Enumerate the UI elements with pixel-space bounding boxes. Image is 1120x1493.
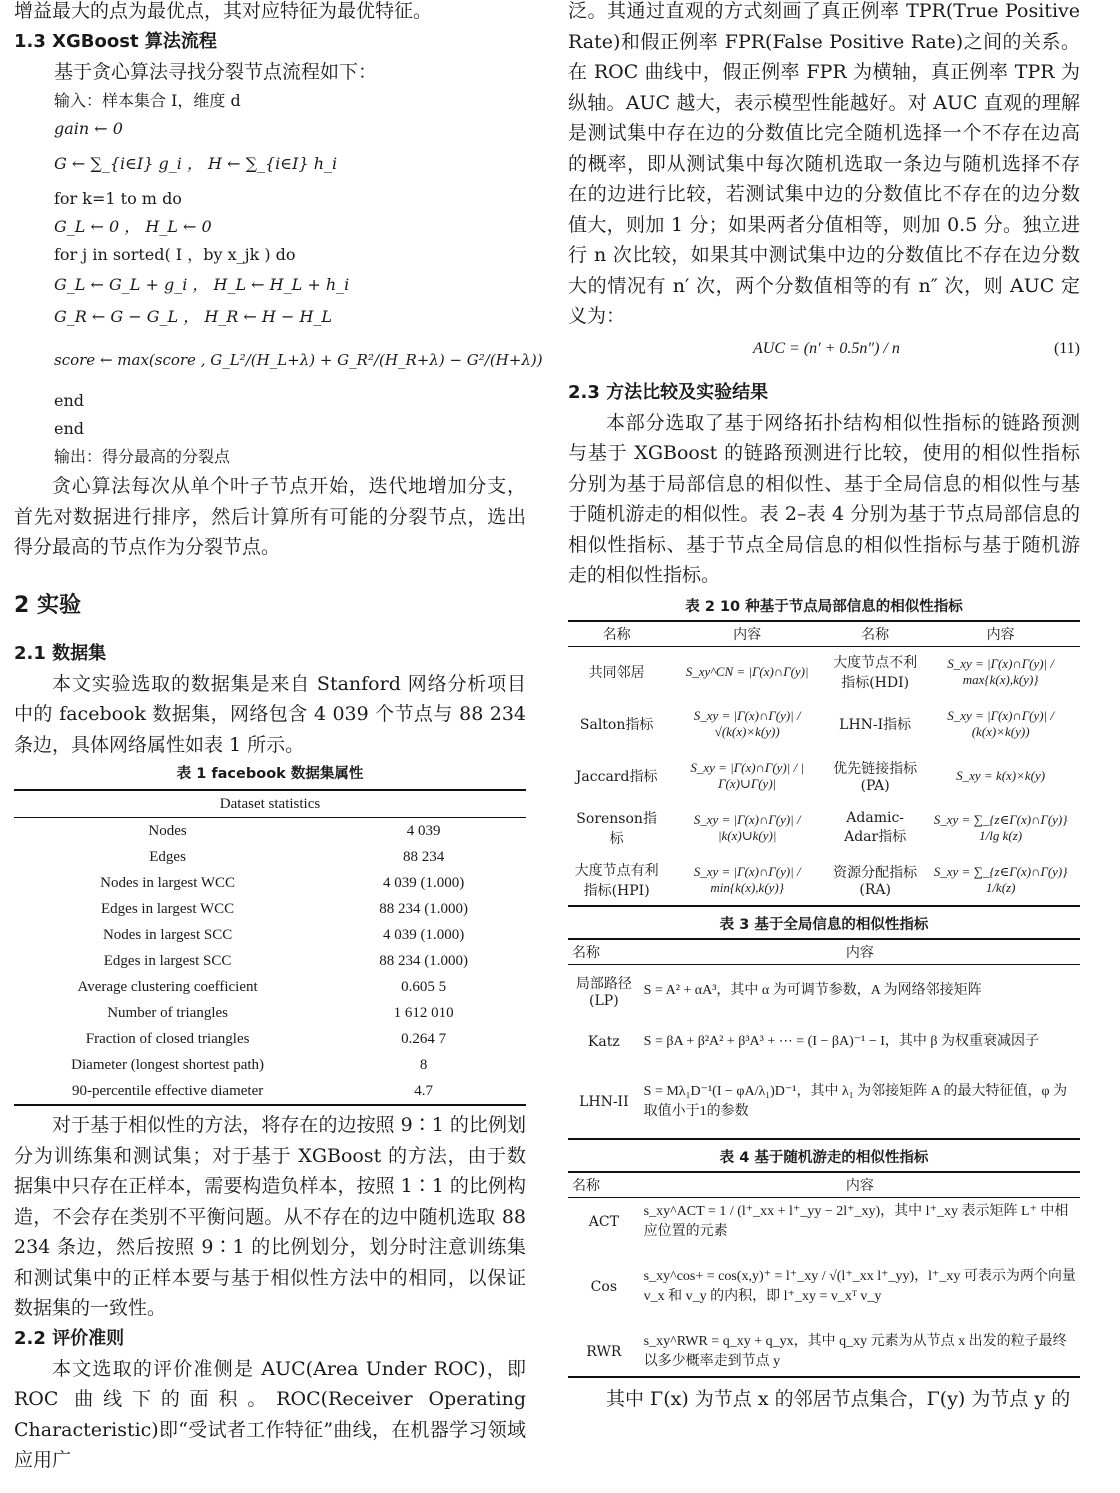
- table2-row: [568, 854, 1080, 906]
- algorithm-block: [54, 87, 543, 471]
- auc-equation: AUC = (n′ + 0.5n″) / n: [753, 339, 900, 357]
- table2-row: [568, 646, 1080, 698]
- table1-row: [14, 948, 526, 974]
- table2-cell-formula: S_xy^CN = |Γ(x)∩Γ(y)|: [685, 664, 809, 680]
- table2-cell-formula: S_xy = |Γ(x)∩Γ(y)| / |k(x)∪k(y)|: [693, 812, 801, 843]
- table1-row: [14, 896, 526, 922]
- table2-row: [568, 698, 1080, 750]
- table2-cell-name: 资源分配指标(RA): [833, 864, 918, 898]
- table1-header: Dataset statistics: [14, 790, 526, 818]
- algo-line: end: [54, 419, 85, 438]
- table2-caption: 表 2 10 种基于节点局部信息的相似性指标: [685, 598, 963, 615]
- table2-row: [568, 750, 1080, 802]
- table1-row: [14, 870, 526, 896]
- table2-cell-formula: S_xy = |Γ(x)∩Γ(y)| / (k(x)×k(y)): [947, 708, 1055, 739]
- table2-cell-name: 优先链接指标(PA): [833, 761, 918, 794]
- table1-cell-attribute: Edges: [149, 848, 186, 865]
- table4-row: [568, 1197, 1080, 1247]
- criteria-paragraph: 本文选取的评价准侧是 AUC(Area Under ROC)，即 ROC 曲线下的面积。ROC(Receiver Operating Characteristic)即“受试者工作特征”曲线，在机器学习领域应用广: [14, 1357, 526, 1471]
- section-1-3-title: 1.3 XGBoost 算法流程: [14, 30, 217, 52]
- right-column: [568, 0, 1080, 1415]
- table2-cell-name: 大度节点有利指标(HPI): [574, 862, 659, 899]
- table1-cell-value: 88 234 (1.000): [379, 900, 468, 917]
- table2-cell-formula: S_xy = |Γ(x)∩Γ(y)| / min{k(x),k(y)}: [693, 863, 801, 895]
- table1-row: [14, 974, 526, 1000]
- algo-line: G ← ∑_{i∈I} g_i ， H ← ∑_{i∈I} h_i: [54, 154, 338, 173]
- table4-caption: 表 4 基于随机游走的相似性指标: [719, 1149, 929, 1166]
- table3-row: [568, 1067, 1080, 1139]
- table4-cell-content: s_xy^ACT = 1 / (l⁺_xx + l⁺_yy − 2l⁺_xy)，其中 l⁺_xy 表示矩阵 L⁺ 中相应位置的元素: [643, 1204, 1069, 1240]
- table3-cell-name: 局部路径(LP): [575, 975, 632, 1009]
- table4-cell-name: RWR: [586, 1343, 622, 1360]
- table1-cell-attribute: Nodes: [148, 822, 187, 839]
- table3-cell-name: LHN-II: [579, 1094, 629, 1110]
- algo-line: 输出：得分最高的分裂点: [54, 447, 231, 466]
- table1-cell-attribute: 90-percentile effective diameter: [71, 1082, 264, 1099]
- table2-header-content: 内容: [665, 621, 829, 647]
- table2-cell-formula: S_xy = |Γ(x)∩Γ(y)| / √(k(x)×k(y)): [693, 708, 801, 739]
- section-2-1-title: 2.1 数据集: [14, 642, 107, 664]
- table1-row: [14, 1078, 526, 1105]
- table3-row: [568, 1017, 1080, 1067]
- section-2-title: 2 实验: [14, 592, 81, 618]
- table4-cell-content: s_xy^cos+ = cos(x,y)⁺ = l⁺_xy / √(l⁺_xx l⁺_yy)，l⁺_xy 可表示为两个向量 v_x 和 v_y 的内积，即 l⁺_xy = v_xᵀ v_y: [643, 1269, 1076, 1304]
- table1-row: [14, 1052, 526, 1078]
- table3-caption: 表 3 基于全局信息的相似性指标: [719, 917, 929, 933]
- table1-cell-value: 4 039: [406, 822, 441, 839]
- table4-header-content: 内容: [640, 1172, 1080, 1198]
- table1-cell-attribute: Edges in largest SCC: [103, 952, 232, 969]
- table3-header-name: 名称: [568, 939, 640, 965]
- left-column: [14, 0, 543, 1476]
- table3: [568, 938, 1080, 1140]
- auc-paragraph: 泛。其通过直观的方式刻画了真正例率 TPR(True Positive Rate)和假正例率 FPR(False Positive Rate)之间的关系。在 ROC 曲线中，假正例率 FPR 为横轴，真正例率 TPR 为纵轴。AUC 越大，表示模型性能越好。对 AUC 直观的理解是测试集中存在边的分数值比完全随机选择一个不存在边高的概率，即从测试集中每次随机选取一条边与随机选择不存在的边进行比较，若测试集中边的分数值比不存在的边分数值大，则加 1 分；如果两者分值相等，则加 0.5 分。独立进行 n 次比较，如果其中测试集中边的分数值比不存在边分数大的情况有 n′ 次，两个分数值相等的有 n″ 次，则 AUC 定义为：: [568, 0, 1080, 327]
- table1-row: [14, 818, 526, 845]
- table3-row: [568, 965, 1080, 1017]
- table1-cell-value: 4 039 (1.000): [382, 926, 465, 943]
- algo-line: score ← max(score , G_L²/(H_L+λ) + G_R²/(H_R+λ) − G²/(H+λ)): [54, 351, 543, 369]
- table1-cell-attribute: Edges in largest WCC: [101, 900, 235, 917]
- table2-cell-formula: S_xy = k(x)×k(y): [956, 768, 1046, 783]
- table3-cell-content: S = A² + αA³，其中 α 为可调节参数，A 为网络邻接矩阵: [643, 982, 982, 998]
- table2-header-name2: 名称: [829, 621, 921, 647]
- table3-cell-content: S = Mλ₁D⁻¹(I − φA/λ₁)D⁻¹，其中 λ₁ 为邻接矩阵 A 的最大特征值，φ 为取值小于1的参数: [643, 1084, 1068, 1119]
- algo-line: for k=1 to m do: [54, 189, 182, 208]
- table1-row: [14, 1000, 526, 1026]
- table1-cell-attribute: Nodes in largest SCC: [102, 926, 233, 943]
- table4-header-name: 名称: [568, 1172, 640, 1198]
- section-2-2-title: 2.2 评价准则: [14, 1327, 125, 1349]
- algo-line: G_L ← 0 ， H_L ← 0: [54, 217, 212, 236]
- table2-cell-name: LHN-I指标: [839, 717, 912, 733]
- table4-cell-name: Cos: [590, 1279, 617, 1295]
- table2-row: [568, 802, 1080, 854]
- table1: [14, 789, 526, 1106]
- algo-line: gain ← 0: [54, 119, 123, 138]
- table3-header-content: 内容: [640, 939, 1080, 965]
- greedy-paragraph: 贪心算法每次从单个叶子节点开始，迭代地增加分支，首先对数据进行排序，然后计算所有可能的分裂节点，选出得分最高的节点作为分裂节点。: [14, 475, 526, 558]
- table2-header-name: 名称: [568, 621, 665, 647]
- table1-cell-value: 4 039 (1.000): [382, 874, 465, 891]
- dataset-paragraph: 本文实验选取的数据集是来自 Stanford 网络分析项目中的 facebook 数据集，网络包含 4 039 个节点与 88 234 条边，具体网络属性如表 1 所示。: [14, 672, 526, 756]
- table1-cell-value: 88 234 (1.000): [379, 952, 468, 969]
- table2-cell-formula: S_xy = |Γ(x)∩Γ(y)| / max{k(x),k(y)}: [947, 656, 1055, 688]
- table1-caption: 表 1 facebook 数据集属性: [176, 766, 364, 782]
- bottom-paragraph: 其中 Γ(x) 为节点 x 的邻居节点集合，Γ(y) 为节点 y 的: [606, 1388, 1071, 1410]
- table2: [568, 620, 1080, 908]
- table2-cell-name: Jaccard指标: [575, 769, 658, 785]
- table1-cell-attribute: Diameter (longest shortest path): [71, 1056, 265, 1073]
- table1-cell-value: 0.605 5: [401, 978, 447, 995]
- table4-row: [568, 1247, 1080, 1327]
- algo-line: for j in sorted( I ，by x_jk ) do: [54, 245, 296, 264]
- table2-cell-name: Adamic-Adar指标: [844, 810, 907, 845]
- table4-cell-content: s_xy^RWR = q_xy + q_yx，其中 q_xy 元素为从节点 x 出发的粒子最终以多少概率走到节点 y: [643, 1333, 1067, 1369]
- table1-row: [14, 844, 526, 870]
- table2-header-content2: 内容: [921, 621, 1080, 647]
- table3-cell-name: Katz: [587, 1033, 620, 1050]
- algo-line: G_L ← G_L + g_i ， H_L ← H_L + h_i: [54, 275, 350, 294]
- table4-row: [568, 1327, 1080, 1377]
- table1-cell-attribute: Nodes in largest WCC: [100, 874, 236, 891]
- table1-cell-value: 0.264 7: [401, 1030, 447, 1047]
- table4: [568, 1171, 1080, 1379]
- table1-cell-attribute: Fraction of closed triangles: [85, 1030, 250, 1047]
- table2-cell-name: Salton指标: [579, 717, 654, 733]
- table2-cell-formula: S_xy = ∑_{z∈Γ(x)∩Γ(y)} 1/lg k(z): [933, 812, 1068, 843]
- table2-cell-formula: S_xy = ∑_{z∈Γ(x)∩Γ(y)} 1/k(z): [933, 863, 1068, 895]
- table1-cell-value: 88 234: [402, 848, 445, 865]
- table1-cell-value: 4.7: [414, 1082, 433, 1099]
- table1-row: [14, 922, 526, 948]
- algo-line: end: [54, 391, 85, 410]
- algo-line: G_R ← G − G_L ， H_R ← H − H_L: [54, 307, 333, 326]
- split-paragraph: 对于基于相似性的方法，将存在的边按照 9∶1 的比例划分为训练集和测试集；对于基于 XGBoost 的方法，由于数据集中只存在正样本，需要构造负样本，按照 1∶1 的比例构造，不会存在类别不平衡问题。从不存在的边中随机选取 88 234 条边，然后按照 9∶1 的比例划分，划分时注意训练集和测试集中的正样本要与基于相似性方法中的相同，以保证数据集的一致性。: [14, 1114, 526, 1319]
- table4-cell-name: ACT: [588, 1214, 619, 1231]
- equation-number: (11): [1053, 339, 1080, 357]
- comparison-paragraph: 本部分选取了基于网络拓扑结构相似性指标的链路预测与基于 XGBoost 的链路预测进行比较，使用的相似性指标分别为基于局部信息的相似性、基于全局信息的相似性与基于随机游走的相似性。表 2–表 4 分别为基于节点局部信息的相似性指标、基于节点全局信息的相似性指标与基于随机游走的相似性指标。: [568, 411, 1080, 586]
- table2-cell-name: 共同邻居: [588, 665, 645, 682]
- section-2-3-title: 2.3 方法比较及实验结果: [568, 381, 769, 403]
- table3-cell-content: S = βA + β²A² + β³A³ + ⋯ = (I − βA)⁻¹ − I，其中 β 为权重衰减因子: [643, 1033, 1040, 1049]
- table1-cell-attribute: Number of triangles: [107, 1004, 228, 1021]
- table2-cell-formula: S_xy = |Γ(x)∩Γ(y)| / |Γ(x)∪Γ(y)|: [690, 760, 805, 791]
- algo-line: 输入：样本集合 I，维度 d: [54, 91, 241, 110]
- table2-cell-name: 大度节点不利指标(HDI): [833, 655, 918, 692]
- table1-cell-attribute: Average clustering coefficient: [77, 978, 258, 995]
- table1-cell-value: 8: [419, 1056, 428, 1073]
- auc-equation-row: [568, 332, 1080, 378]
- table1-row: [14, 1026, 526, 1052]
- table1-cell-value: 1 612 010: [393, 1004, 454, 1021]
- algo-intro: 基于贪心算法寻找分裂节点流程如下：: [54, 60, 378, 83]
- paragraph-top: 增益最大的点为最优点，其对应特征为最优特征。: [14, 0, 433, 22]
- table2-cell-name: Sorenson指标: [576, 811, 657, 847]
